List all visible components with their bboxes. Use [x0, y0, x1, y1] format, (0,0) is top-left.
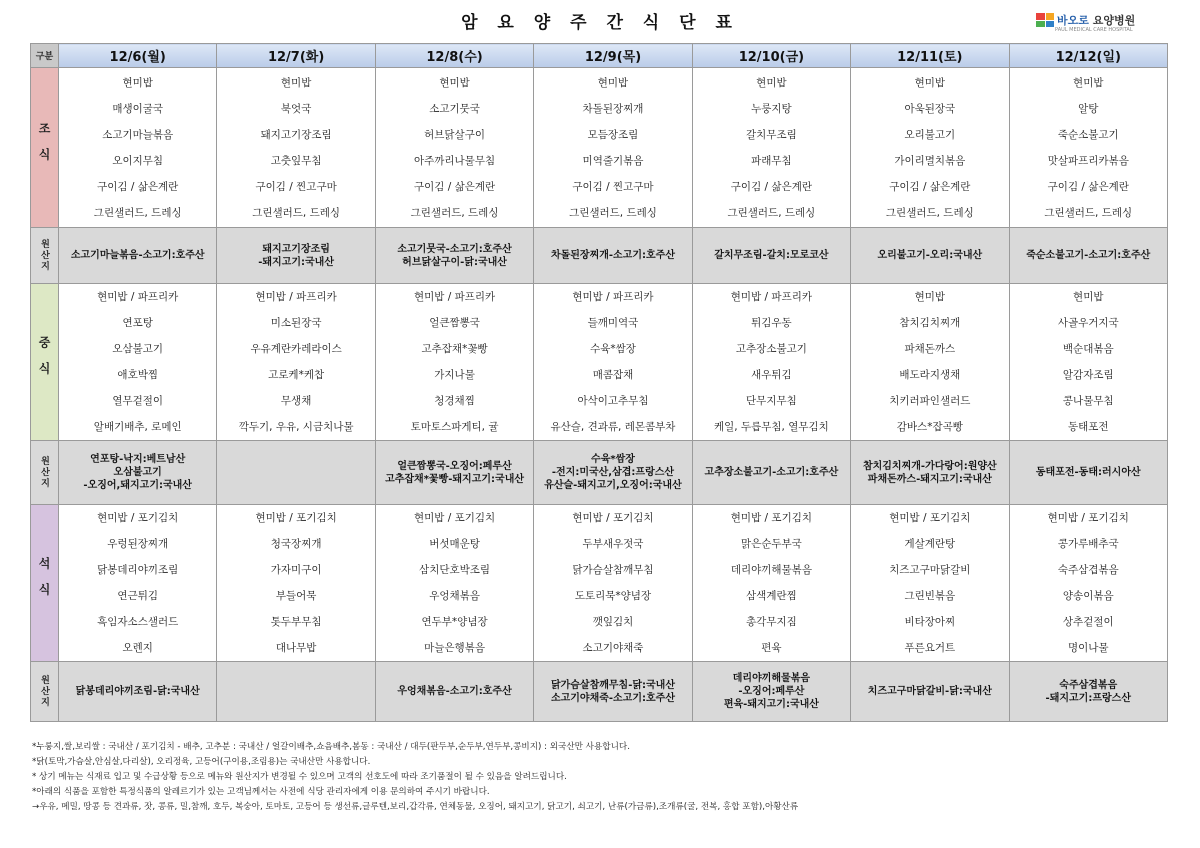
menu-item: 아삭이고추무침 — [577, 395, 649, 407]
menu-item: 알배기배추, 로메인 — [93, 421, 182, 433]
menu-item: 열무겉절이 — [112, 395, 164, 407]
weekly-menu-table — [30, 43, 1168, 722]
origin-cell: 돼지고기장조림 -돼지고기:국내산 — [217, 228, 375, 284]
menu-item: 청경채찜 — [434, 395, 475, 407]
page-title: 암 요 양 주 간 식 단 표 — [461, 13, 739, 33]
breakfast-origin-row — [31, 228, 1168, 284]
menu-item: 그린샐러드, 드레싱 — [252, 206, 341, 219]
date-header: 12/9(목) — [534, 44, 692, 68]
menu-item: 현미밥 — [756, 76, 787, 89]
breakfast-cell — [692, 68, 850, 228]
menu-item: 아욱된장국 — [904, 102, 956, 115]
lunch-cell — [59, 284, 217, 441]
menu-item: 대나무밥 — [275, 642, 317, 654]
menu-item: 청국장찌개 — [270, 538, 322, 550]
lunch-cell — [1009, 284, 1167, 441]
origin-cell: 얼큰짬뽕국-오징어:페루산 고추잡채*꽃빵-돼지고기:국내산 — [375, 441, 533, 505]
note-line: →우유, 메밀, 땅콩 등 견과류, 잣, 콩류, 밀,참깨, 호두, 복숭아, 토마토, 고등어 등 생선류,글루텐,보리,갑각류, 연체동물, 오징어, 돼지고기, 닭고기, 쇠고기, 난류(가금류),조개류(굴, 전복, 홍합 포함),아황산류 — [32, 802, 799, 812]
dinner-cell — [534, 505, 692, 662]
note-line: *닭(토막,가슴살,안심살,다리살), 오리정육, 고등어(구이용,조림용)는 국내산만 사용합니다. — [32, 757, 371, 767]
menu-item: 가자미구이 — [270, 564, 322, 576]
origin-cell: 치즈고구마닭갈비-닭:국내산 — [851, 662, 1009, 722]
menu-item: 현미밥 / 포기김치 — [97, 512, 179, 524]
origin-cell: 데리야끼해물볶음 -오징어:페루산 편육-돼지고기:국내산 — [692, 662, 850, 722]
menu-item: 알탕 — [1078, 102, 1099, 115]
origin-cell: 닭봉데리야끼조림-닭:국내산 — [59, 662, 217, 722]
date-header: 12/7(화) — [217, 44, 375, 68]
menu-item: 가지나물 — [434, 369, 475, 381]
menu-item: 현미밥 — [280, 76, 312, 89]
date-header: 12/12(일) — [1009, 44, 1167, 68]
menu-item: 배도라지생채 — [899, 369, 961, 381]
menu-item: 맑은순두부국 — [740, 538, 802, 550]
origin-cell: 소고기마늘볶음-소고기:호주산 — [59, 228, 217, 284]
note-line: * 상기 메뉴는 식재료 입고 및 수급상황 등으로 메뉴와 원산지가 변경될 수 있으며 고객의 선호도에 따라 조기품절이 될 수 있음을 알려드립니다. — [32, 772, 567, 782]
dinner-cell — [375, 505, 533, 662]
menu-item: 숙주삼겹볶음 — [1057, 564, 1119, 576]
menu-item: 콩가루배추국 — [1057, 538, 1119, 550]
origin-cell: 참치김치찌개-가다랑어:원양산 파채돈까스-돼지고기:국내산 — [851, 441, 1009, 505]
menu-item: 수육*쌈장 — [590, 343, 636, 355]
dinner-label: 석식 — [31, 505, 59, 662]
logo-text — [1057, 12, 1135, 28]
menu-item: 우유계란카레라이스 — [250, 343, 342, 355]
origin-cell: 동태포전-동태:러시아산 — [1009, 441, 1167, 505]
menu-item: 톳두부무침 — [270, 616, 322, 628]
header-corner: 구분 — [31, 44, 59, 68]
menu-item: 현미밥 — [597, 76, 629, 89]
breakfast-cell — [1009, 68, 1167, 228]
menu-item: 우엉채볶음 — [429, 590, 480, 602]
menu-item: 두부새우젓국 — [582, 538, 644, 550]
menu-item: 돼지고기장조림 — [260, 128, 332, 141]
menu-item: 현미밥 / 파프리카 — [730, 291, 812, 303]
menu-item: 들깨미역국 — [587, 317, 639, 329]
origin-cell: 수육*쌈장 -전지:미국산,삼겹:프랑스산 유산슬-돼지고기,오징어:국내산 — [534, 441, 692, 505]
lunch-cell — [217, 284, 375, 441]
logo-icon — [1036, 13, 1054, 27]
lunch-cell — [851, 284, 1009, 441]
logo-brand: 바오로 — [1057, 14, 1089, 27]
menu-item: 구이김 / 삶은계란 — [730, 180, 812, 193]
menu-item: 감바스*잡곡빵 — [896, 421, 963, 433]
dinner-cell — [851, 505, 1009, 662]
menu-item: 버섯매운탕 — [429, 538, 480, 550]
menu-item: 소고기뭇국 — [429, 102, 480, 115]
origin-cell: 연포탕-낙지:베트남산 오삼불고기 -오징어,돼지고기:국내산 — [59, 441, 217, 505]
menu-item: 치즈고구마닭갈비 — [889, 564, 971, 576]
menu-item: 단무지무침 — [746, 395, 797, 407]
menu-item: 삼치단호박조림 — [419, 564, 491, 576]
lunch-row — [31, 284, 1168, 441]
menu-item: 동태포전 — [1067, 421, 1109, 433]
origin-cell: 죽순소불고기-소고기:호주산 — [1009, 228, 1167, 284]
menu-item: 그린샐러드, 드레싱 — [885, 206, 974, 219]
menu-item: 사골우거지국 — [1057, 317, 1119, 329]
menu-item: 고로케*케찹 — [268, 369, 325, 381]
menu-item: 무생채 — [280, 395, 312, 407]
notes — [32, 740, 1172, 815]
origin-cell: 숙주삼겹볶음 -돼지고기:프랑스산 — [1009, 662, 1167, 722]
menu-item: 흑임자소스샐러드 — [97, 616, 179, 628]
menu-item: 현미밥 / 포기김치 — [889, 512, 971, 524]
menu-item: 도토리묵*양념장 — [574, 590, 652, 602]
menu-item: 현미밥 — [914, 291, 946, 303]
breakfast-cell — [534, 68, 692, 228]
menu-item: 깍두기, 우유, 시금치나물 — [238, 421, 354, 433]
menu-item: 그린빈볶음 — [904, 590, 956, 602]
menu-item: 고추장소불고기 — [735, 343, 807, 355]
menu-item: 애호박찜 — [117, 369, 158, 381]
dinner-cell — [217, 505, 375, 662]
menu-item: 편육 — [761, 642, 782, 654]
origin-cell — [217, 662, 375, 722]
menu-item: 케일, 두릅무침, 열무김치 — [714, 421, 829, 433]
menu-item: 모듬장조림 — [587, 128, 639, 141]
menu-item: 부들어묵 — [275, 590, 317, 602]
menu-item: 소고기마늘볶음 — [102, 128, 174, 141]
menu-item: 그린샐러드, 드레싱 — [569, 206, 657, 219]
dinner-cell — [59, 505, 217, 662]
origin-cell: 닭가슴살참깨무침-닭:국내산 소고기야채죽-소고기:호주산 — [534, 662, 692, 722]
menu-item: 현미밥 / 파프리카 — [572, 291, 654, 303]
lunch-cell — [534, 284, 692, 441]
menu-item: 마늘은행볶음 — [424, 642, 485, 654]
lunch-cell — [375, 284, 533, 441]
menu-item: 백순대볶음 — [1062, 343, 1114, 355]
date-header: 12/8(수) — [375, 44, 533, 68]
menu-item: 현미밥 / 포기김치 — [1047, 512, 1129, 524]
menu-item: 현미밥 / 포기김치 — [572, 512, 654, 524]
menu-item: 누룽지탕 — [751, 102, 792, 115]
menu-item: 파채돈까스 — [904, 343, 956, 355]
origin-cell: 오리불고기-오리:국내산 — [851, 228, 1009, 284]
menu-item: 현미밥 — [914, 76, 946, 89]
menu-item: 명이나물 — [1067, 642, 1109, 654]
header-row — [31, 44, 1168, 68]
logo-suffix: 요양병원 — [1092, 14, 1136, 27]
menu-item: 그린샐러드, 드레싱 — [727, 206, 816, 219]
menu-item: 그린샐러드, 드레싱 — [93, 206, 182, 219]
menu-item: 튀김우동 — [751, 317, 792, 329]
menu-item: 연근튀김 — [117, 590, 158, 602]
origin-cell: 우엉채볶음-소고기:호주산 — [375, 662, 533, 722]
menu-item: 현미밥 — [1073, 291, 1104, 303]
menu-item: 북엇국 — [280, 102, 312, 115]
menu-item: 맛살파프리카볶음 — [1047, 154, 1129, 167]
breakfast-row — [31, 68, 1168, 228]
menu-item: 연두부*양념장 — [421, 616, 488, 628]
menu-item: 오이지무침 — [112, 154, 164, 167]
menu-item: 가이리멸치볶음 — [894, 154, 966, 167]
menu-item: 구이김 / 삶은계란 — [97, 180, 179, 193]
origin-label: 원산지 — [31, 441, 59, 505]
menu-item: 미역줄기볶음 — [582, 154, 644, 167]
breakfast-cell — [59, 68, 217, 228]
menu-item: 유산슬, 견과류, 레몬콤부차 — [550, 421, 676, 433]
menu-item: 양송이볶음 — [1062, 590, 1114, 602]
date-header: 12/10(금) — [692, 44, 850, 68]
menu-item: 푸른요거트 — [904, 642, 956, 654]
dinner-row — [31, 505, 1168, 662]
menu-item: 차돌된장찌개 — [582, 102, 644, 115]
menu-item: 데리야끼해물볶음 — [730, 564, 812, 576]
origin-cell: 소고기뭇국-소고기:호주산 허브닭살구이-닭:국내산 — [375, 228, 533, 284]
menu-item: 참치김치찌개 — [899, 317, 961, 329]
menu-item: 파래무침 — [751, 154, 792, 167]
lunch-label: 중식 — [31, 284, 59, 441]
menu-item: 구이김 / 찐고구마 — [255, 180, 337, 193]
menu-item: 현미밥 / 파프리카 — [413, 291, 496, 303]
menu-item: 현미밥 — [1073, 76, 1104, 89]
menu-item: 아주까리나물무침 — [413, 154, 496, 167]
menu-item: 죽순소불고기 — [1057, 128, 1119, 141]
menu-item: 구이김 / 찐고구마 — [572, 180, 654, 193]
origin-label: 원산지 — [31, 662, 59, 722]
menu-item: 오리불고기 — [904, 128, 956, 141]
menu-item: 구이김 / 삶은계란 — [1047, 180, 1129, 193]
breakfast-cell — [375, 68, 533, 228]
menu-item: 새우튀김 — [751, 369, 792, 381]
menu-item: 오렌지 — [122, 642, 153, 654]
menu-item: 알감자조림 — [1062, 369, 1114, 381]
menu-item: 고춧잎무침 — [270, 154, 322, 167]
menu-item: 콩나물무침 — [1062, 395, 1114, 407]
origin-cell — [217, 441, 375, 505]
menu-item: 매생이굴국 — [112, 102, 164, 115]
menu-item: 허브닭살구이 — [424, 128, 485, 141]
menu-item: 현미밥 / 파프리카 — [255, 291, 337, 303]
lunch-cell — [692, 284, 850, 441]
breakfast-cell — [217, 68, 375, 228]
menu-item: 고추잡채*꽃빵 — [421, 343, 488, 355]
menu-item: 현미밥 / 포기김치 — [730, 512, 812, 524]
menu-item: 그린샐러드, 드레싱 — [410, 206, 499, 219]
date-header: 12/6(월) — [59, 44, 217, 68]
menu-item: 연포탕 — [122, 317, 153, 329]
menu-item: 구이김 / 삶은계란 — [413, 180, 496, 193]
note-line: *누룽지,쌀,보리쌀 : 국내산 / 포기김치 - 배추, 고추분 : 국내산 / 얼갈이배추,쇼음배추,봄동 : 국내산 / 대두(판두부,순두부,연두부,콩비지) : 외국산만 사용합니다. — [32, 742, 630, 752]
note-line: *아래의 식품을 포함한 특정식품의 알레르기가 있는 고객님께서는 사전에 식당 관리자에게 이용 문의하여 주시기 바랍니다. — [32, 787, 490, 797]
menu-item: 미소된장국 — [270, 317, 322, 329]
menu-item: 현미밥 / 포기김치 — [413, 512, 496, 524]
menu-item: 그린샐러드, 드레싱 — [1044, 206, 1133, 219]
menu-item: 현미밥 — [122, 76, 153, 89]
menu-item: 총각무지짐 — [746, 616, 797, 628]
dinner-cell — [1009, 505, 1167, 662]
breakfast-label: 조식 — [31, 68, 59, 228]
menu-item: 갈치무조림 — [746, 128, 797, 141]
menu-item: 게살계란탕 — [904, 538, 956, 550]
lunch-origin-row — [31, 441, 1168, 505]
menu-item: 현미밥 / 포기김치 — [255, 512, 337, 524]
menu-item: 현미밥 — [439, 76, 470, 89]
menu-item: 소고기야채죽 — [582, 642, 644, 654]
origin-cell: 고추장소불고기-소고기:호주산 — [692, 441, 850, 505]
origin-label: 원산지 — [31, 228, 59, 284]
menu-item: 오삼불고기 — [112, 343, 164, 355]
menu-item: 현미밥 / 파프리카 — [97, 291, 179, 303]
menu-item: 상추겉절이 — [1062, 616, 1114, 628]
menu-item: 닭가슴살참깨무침 — [572, 564, 654, 576]
menu-item: 깻잎김치 — [592, 616, 634, 628]
origin-cell: 갈치무조림-갈치:모로코산 — [692, 228, 850, 284]
menu-item: 닭봉데리야끼조림 — [97, 564, 179, 576]
menu-item: 얼큰짬뽕국 — [429, 317, 480, 329]
origin-cell: 차돌된장찌개-소고기:호주산 — [534, 228, 692, 284]
dinner-origin-row — [31, 662, 1168, 722]
date-header: 12/11(토) — [851, 44, 1009, 68]
breakfast-cell — [851, 68, 1009, 228]
menu-item: 토마토스파게티, 귤 — [410, 421, 499, 433]
dinner-cell — [692, 505, 850, 662]
menu-item: 구이김 / 삶은계란 — [889, 180, 971, 193]
menu-item: 우렁된장찌개 — [107, 538, 169, 550]
menu-item: 매콤잡채 — [592, 369, 634, 381]
menu-item: 비타장아찌 — [904, 616, 956, 628]
menu-item: 치키러파인샐러드 — [889, 395, 971, 407]
logo-subtitle: PAUL MEDICAL CARE HOSPITAL — [1055, 27, 1133, 33]
menu-item: 삼색계란찜 — [746, 590, 797, 602]
